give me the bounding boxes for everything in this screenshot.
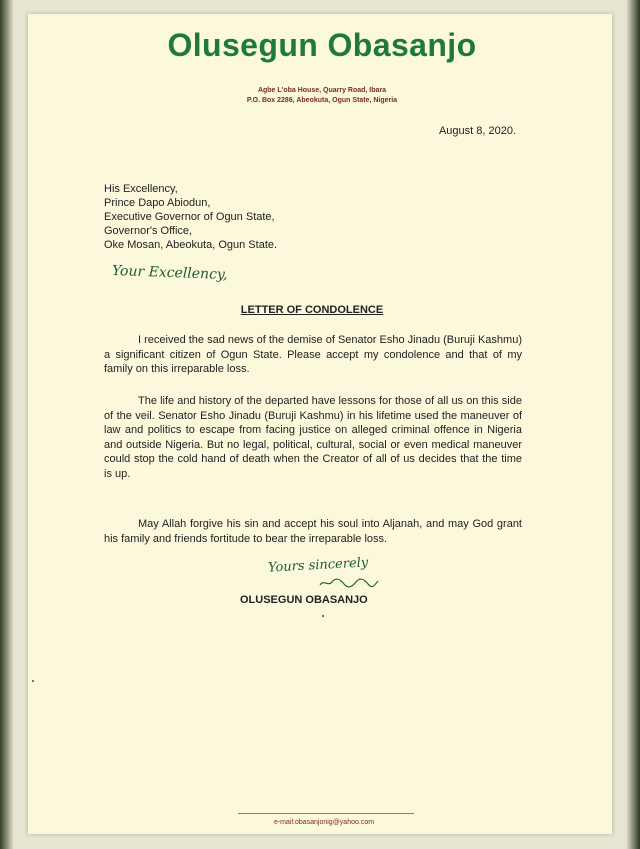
letterhead-address-line-2: P.O. Box 2286, Abeokuta, Ogun State, Nigeria	[246, 97, 398, 104]
handwritten-salutation: Your Excellency,	[111, 262, 228, 284]
signature-scribble	[318, 577, 380, 589]
recipient-line: Prince Dapo Abiodun,	[104, 197, 211, 209]
body-paragraph: May Allah forgive his sin and accept his soul into Aljanah, and may God grant his family and friends fortitude to bear the irreparable loss.	[104, 518, 522, 545]
footer-email: e-mail:obasanjonig@yahoo.com	[273, 819, 375, 826]
footer-divider	[238, 813, 414, 814]
letter-date: August 8, 2020.	[438, 125, 516, 137]
letterhead-address-line-1: Agbe L'oba House, Quarry Road, Ibara	[257, 87, 387, 94]
recipient-line: Oke Mosan, Abeokuta, Ogun State.	[104, 239, 278, 251]
recipient-line: Governor's Office,	[104, 225, 193, 237]
body-paragraph: The life and history of the departed have lessons for those of all us on this side of the veil. Senator Esho Jinadu (Buruji Kashmu) in his lifetime used the maneuver of law and politics to escape from facing justice on alleged criminal offence in Nigeria and outside Nigeria. But no legal, political, cultural, social or even medical maneuver could stop the cold hand of death when the Creator of all of us decides that the time is up.	[104, 395, 522, 480]
paper-speck	[32, 680, 34, 682]
letter-subject: LETTER OF CONDOLENCE	[240, 304, 384, 316]
body-paragraph: I received the sad news of the demise of Senator Esho Jinadu (Buruji Kashmu) a significant citizen of Ogun State. Please accept my condolence and that of my family on this irreparable loss.	[104, 334, 522, 375]
handwritten-closing: Yours sincerely	[267, 555, 369, 576]
signatory-name: OLUSEGUN OBASANJO	[240, 594, 368, 606]
recipient-line: Executive Governor of Ogun State,	[104, 211, 275, 223]
paper-speck	[322, 615, 324, 617]
recipient-line: His Excellency,	[104, 183, 178, 195]
letterhead-name: Olusegun Obasanjo	[167, 27, 477, 63]
